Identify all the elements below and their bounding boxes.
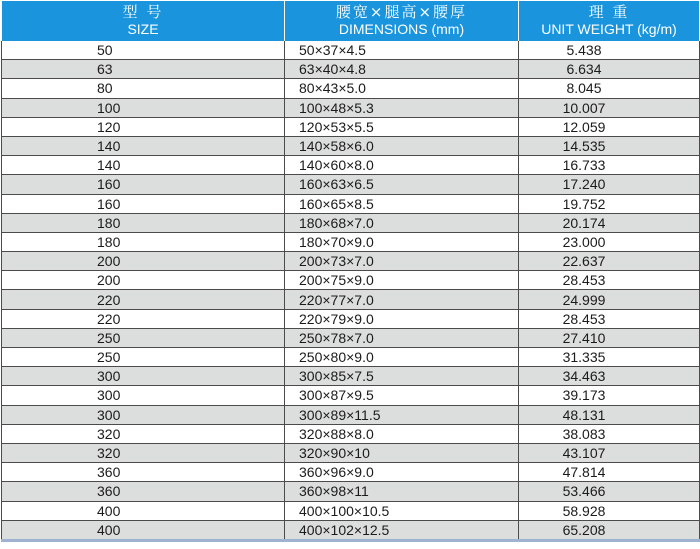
size-cell: 220 <box>2 309 285 328</box>
size-cell: 120 <box>2 117 285 136</box>
size-cell: 50 <box>2 41 285 60</box>
weight-cell: 48.131 <box>519 405 700 424</box>
size-cell: 400 <box>2 520 285 540</box>
weight-cell: 20.174 <box>519 213 700 232</box>
dimensions-cell: 160×65×8.5 <box>285 194 519 213</box>
weight-cell: 31.335 <box>519 348 700 367</box>
size-cell: 160 <box>2 194 285 213</box>
weight-cell: 16.733 <box>519 156 700 175</box>
dimensions-cell: 140×60×8.0 <box>285 156 519 175</box>
size-cell: 140 <box>2 156 285 175</box>
size-cell: 320 <box>2 424 285 443</box>
table-row <box>2 309 700 328</box>
weight-cell: 47.814 <box>519 463 700 482</box>
table-row <box>2 271 700 290</box>
size-cell: 300 <box>2 405 285 424</box>
size-cell: 250 <box>2 328 285 347</box>
table-row <box>2 41 700 60</box>
size-cell: 63 <box>2 60 285 79</box>
dimensions-cell: 320×88×8.0 <box>285 424 519 443</box>
weight-cell: 38.083 <box>519 424 700 443</box>
weight-cell: 19.752 <box>519 194 700 213</box>
dimensions-cell: 200×75×9.0 <box>285 271 519 290</box>
table-row <box>2 232 700 251</box>
dimensions-cell: 360×96×9.0 <box>285 463 519 482</box>
weight-cell: 14.535 <box>519 136 700 155</box>
table-header <box>2 1 700 41</box>
dimensions-cell: 400×100×10.5 <box>285 501 519 520</box>
dimensions-cell: 63×40×4.8 <box>285 60 519 79</box>
size-cell: 180 <box>2 232 285 251</box>
dimensions-cell: 320×90×10 <box>285 443 519 462</box>
dimensions-header-zh: 腰宽×腿高×腰厚 <box>335 3 468 21</box>
weight-cell: 23.000 <box>519 232 700 251</box>
size-cell: 140 <box>2 136 285 155</box>
dimensions-cell: 180×68×7.0 <box>285 213 519 232</box>
weight-header-en: UNIT WEIGHT (kg/m) <box>541 21 677 37</box>
table-row <box>2 136 700 155</box>
size-cell: 400 <box>2 501 285 520</box>
weight-cell: 34.463 <box>519 367 700 386</box>
table-row <box>2 252 700 271</box>
dimensions-cell: 220×77×7.0 <box>285 290 519 309</box>
weight-column-header <box>519 1 700 41</box>
table-row <box>2 98 700 117</box>
table-row <box>2 348 700 367</box>
size-cell: 100 <box>2 98 285 117</box>
table-row <box>2 405 700 424</box>
size-cell: 300 <box>2 367 285 386</box>
dimensions-cell: 400×102×12.5 <box>285 520 519 540</box>
channel-steel-spec-table <box>1 1 700 542</box>
table-row <box>2 213 700 232</box>
table-row <box>2 367 700 386</box>
weight-cell: 65.208 <box>519 520 700 540</box>
size-cell: 360 <box>2 463 285 482</box>
weight-cell: 17.240 <box>519 175 700 194</box>
table-row <box>2 386 700 405</box>
dimensions-cell: 300×89×11.5 <box>285 405 519 424</box>
size-column-header <box>2 1 285 41</box>
size-cell: 80 <box>2 79 285 98</box>
size-cell: 160 <box>2 175 285 194</box>
size-cell: 300 <box>2 386 285 405</box>
size-header-en: SIZE <box>127 21 159 37</box>
dimensions-cell: 200×73×7.0 <box>285 252 519 271</box>
size-cell: 250 <box>2 348 285 367</box>
weight-cell: 12.059 <box>519 117 700 136</box>
size-cell: 200 <box>2 271 285 290</box>
table-row <box>2 290 700 309</box>
weight-cell: 24.999 <box>519 290 700 309</box>
weight-cell: 8.045 <box>519 79 700 98</box>
weight-header-zh: 理 重 <box>588 3 630 21</box>
weight-cell: 5.438 <box>519 41 700 60</box>
weight-cell: 43.107 <box>519 443 700 462</box>
header-row <box>2 1 700 41</box>
dimensions-cell: 250×78×7.0 <box>285 328 519 347</box>
table-row <box>2 175 700 194</box>
weight-cell: 22.637 <box>519 252 700 271</box>
table-row <box>2 60 700 79</box>
dimensions-cell: 160×63×6.5 <box>285 175 519 194</box>
weight-cell: 10.007 <box>519 98 700 117</box>
table-row <box>2 117 700 136</box>
dimensions-cell: 180×70×9.0 <box>285 232 519 251</box>
table-row <box>2 520 700 540</box>
size-header-zh: 型 号 <box>122 3 164 21</box>
dimensions-header-en: DIMENSIONS (mm) <box>338 21 465 37</box>
dimensions-cell: 100×48×5.3 <box>285 98 519 117</box>
size-cell: 360 <box>2 482 285 501</box>
weight-cell: 28.453 <box>519 271 700 290</box>
table-row <box>2 443 700 462</box>
weight-cell: 27.410 <box>519 328 700 347</box>
table-row <box>2 501 700 520</box>
table-row <box>2 482 700 501</box>
dimensions-cell: 300×87×9.5 <box>285 386 519 405</box>
dimensions-cell: 50×37×4.5 <box>285 41 519 60</box>
table-row <box>2 328 700 347</box>
dimensions-cell: 120×53×5.5 <box>285 117 519 136</box>
dimensions-cell: 250×80×9.0 <box>285 348 519 367</box>
dimensions-column-header <box>285 1 519 41</box>
size-cell: 220 <box>2 290 285 309</box>
size-cell: 200 <box>2 252 285 271</box>
weight-cell: 39.173 <box>519 386 700 405</box>
size-cell: 320 <box>2 443 285 462</box>
table-row <box>2 156 700 175</box>
dimensions-cell: 140×58×6.0 <box>285 136 519 155</box>
table-row <box>2 194 700 213</box>
weight-cell: 53.466 <box>519 482 700 501</box>
dimensions-cell: 360×98×11 <box>285 482 519 501</box>
table-row <box>2 424 700 443</box>
weight-cell: 6.634 <box>519 60 700 79</box>
table-body <box>2 41 700 540</box>
dimensions-cell: 80×43×5.0 <box>285 79 519 98</box>
dimensions-cell: 300×85×7.5 <box>285 367 519 386</box>
table-row <box>2 463 700 482</box>
weight-cell: 28.453 <box>519 309 700 328</box>
table-row <box>2 79 700 98</box>
size-cell: 180 <box>2 213 285 232</box>
weight-cell: 58.928 <box>519 501 700 520</box>
dimensions-cell: 220×79×9.0 <box>285 309 519 328</box>
